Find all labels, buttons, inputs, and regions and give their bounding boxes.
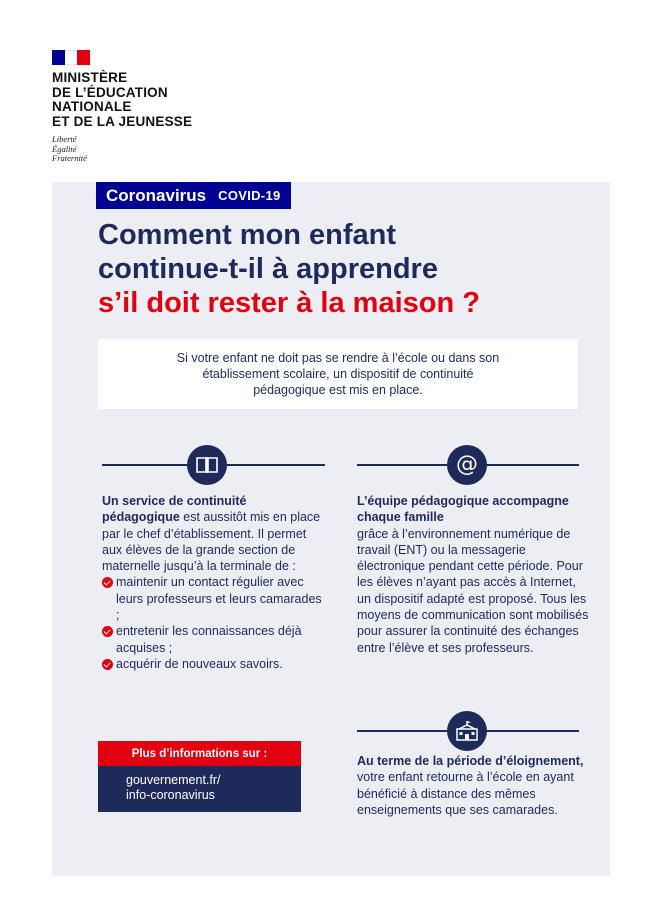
more-info-header: Plus d’informations sur : xyxy=(98,741,301,766)
coronavirus-tag xyxy=(96,182,291,209)
check-icon xyxy=(102,659,113,670)
motto-line: Fraternité xyxy=(52,153,87,163)
right-bold-text xyxy=(357,493,589,526)
left-paragraph xyxy=(102,493,324,574)
right-text: grâce à l’environnement numérique de travail (ENT) ou la messagerie électronique pendant cette période. Pour les élèves n’ayant pas accès à Internet, un dispositif adapté est proposé. Tous les moyens de communication sont mobilisés pour assurer la continuité des échanges entre l’élève et ses professeurs. xyxy=(357,526,589,655)
more-info-link[interactable] xyxy=(98,766,301,812)
book-icon xyxy=(187,445,227,485)
ministry-logo xyxy=(52,50,192,164)
link-line-1[interactable]: gouvernement.fr/ xyxy=(126,773,221,787)
check-icon xyxy=(102,577,113,588)
tag-label: Coronavirus xyxy=(106,185,207,205)
school-icon xyxy=(447,711,487,751)
french-flag-icon xyxy=(52,50,90,65)
left-column xyxy=(102,493,324,672)
list-item xyxy=(102,623,324,656)
ministry-line: DE L’ÉDUCATION xyxy=(52,84,168,100)
ministry-name xyxy=(52,71,192,129)
bottom-right-column xyxy=(357,753,589,818)
motto-line: Égalité xyxy=(52,143,77,154)
list-item-text: acquérir de nouveaux savoirs. xyxy=(116,656,283,671)
title-line-3: s’il doit rester à la maison ? xyxy=(98,287,480,319)
bottom-right-bold: Au terme de la période d’éloignement, xyxy=(357,754,584,768)
intro-text: Si votre enfant ne doit pas se rendre à l’école ou dans son établissement scolaire, un dispositif de continuité pédagogique est mis en place. xyxy=(176,351,500,397)
left-bold: Un service de continuité pédagogique xyxy=(102,494,247,525)
link-line-2[interactable]: info-coronavirus xyxy=(126,788,215,802)
list-item-text: entretenir les connaissances déjà acquises ; xyxy=(116,624,302,655)
ministry-line: NATIONALE xyxy=(52,99,132,114)
left-text: est aussitôt mis en place par le chef d’établissement. Il permet aux élèves de la grande section de maternelle jusqu’à la terminale de : xyxy=(102,510,321,574)
at-glyph: @ xyxy=(456,452,478,477)
intro-box xyxy=(98,339,578,409)
check-icon xyxy=(102,626,113,637)
at-icon xyxy=(447,445,487,485)
bottom-right-bold-text xyxy=(357,753,589,769)
ministry-line: MINISTÈRE xyxy=(52,70,128,85)
right-bold: L’équipe pédagogique accompagne chaque famille xyxy=(357,494,569,525)
list-item xyxy=(102,656,324,672)
list-item-text: maintenir un contact régulier avec leurs professeurs et leurs camarades ; xyxy=(116,575,322,623)
list-item xyxy=(102,574,324,623)
ministry-line: ET DE LA JEUNESSE xyxy=(52,113,193,129)
title-line-2: continue-t-il à apprendre xyxy=(98,253,438,285)
right-column xyxy=(357,493,589,656)
page-title xyxy=(98,218,578,320)
left-list xyxy=(102,574,324,672)
republic-motto xyxy=(52,135,192,164)
motto-line: Liberté xyxy=(52,134,77,144)
bottom-right-text: votre enfant retourne à l’école en ayant bénéficié à distance des mêmes enseignements que ses camarades. xyxy=(357,770,574,817)
title-line-1: Comment mon enfant xyxy=(98,219,397,251)
tag-sub: COVID-19 xyxy=(218,188,281,203)
